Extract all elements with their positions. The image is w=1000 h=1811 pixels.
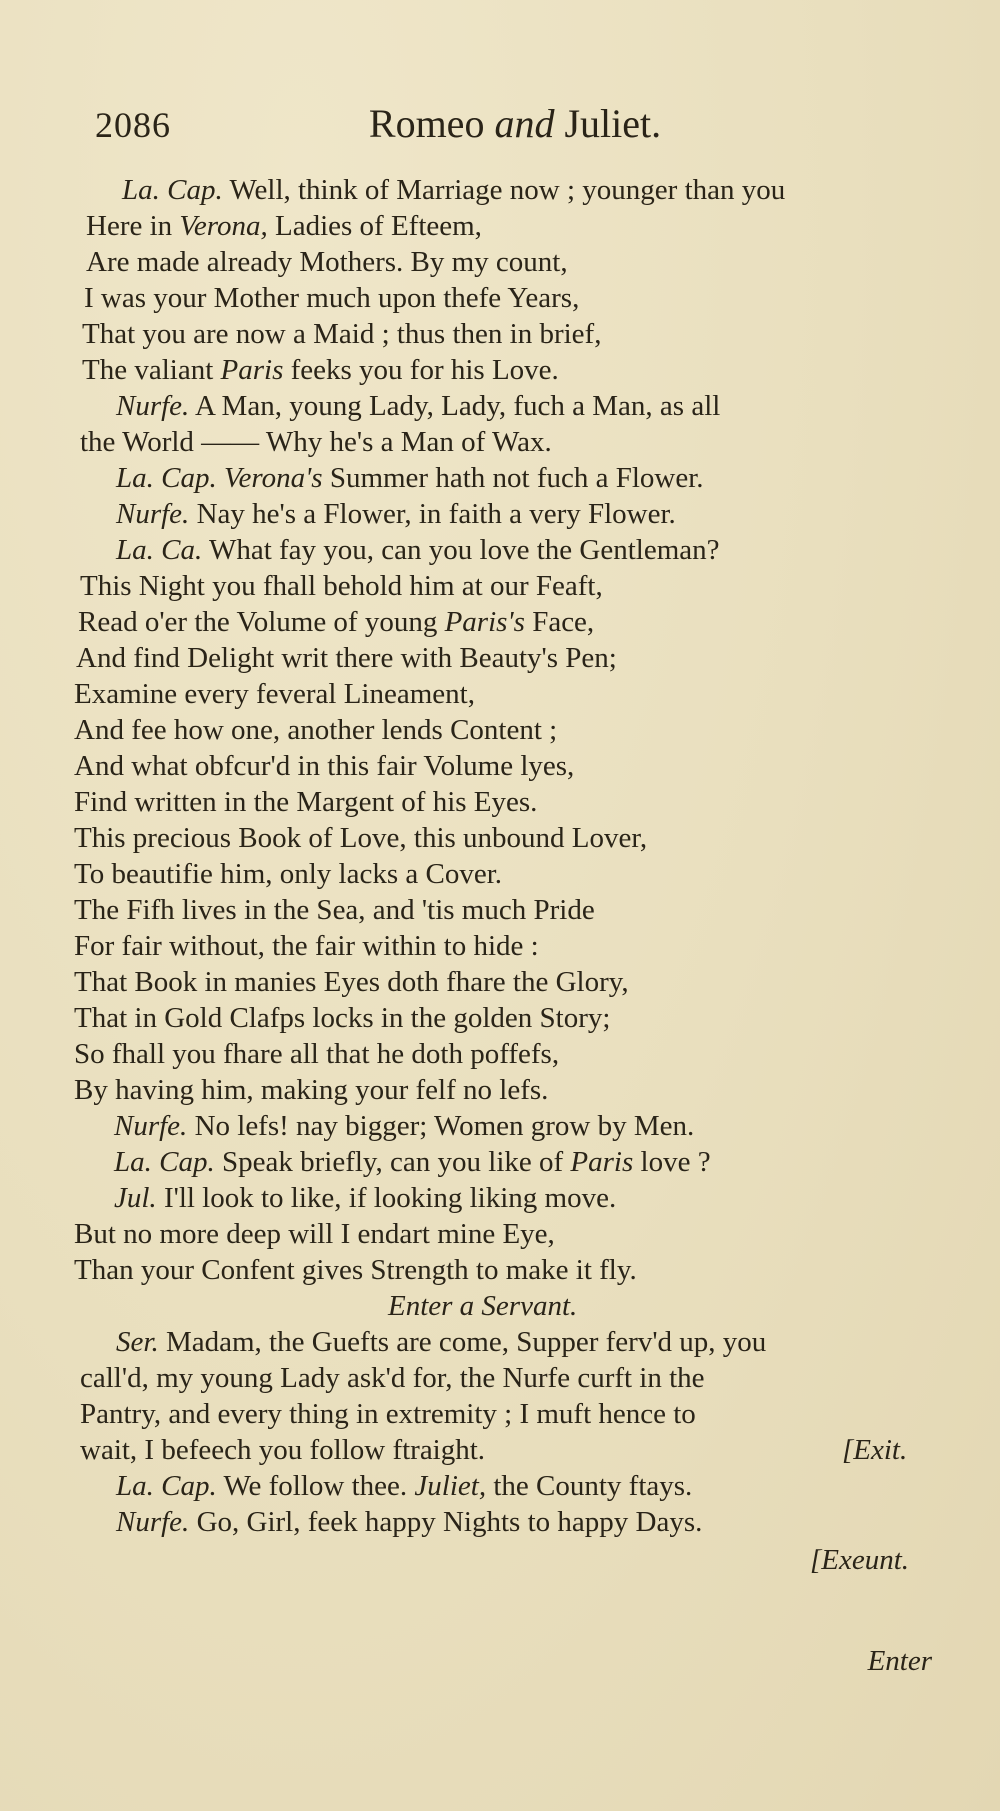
text-line: Are made already Mothers. By my count, [86, 246, 568, 278]
text-line: Than your Confent gives Strength to make it fly. [74, 1254, 637, 1286]
text-line: Jul. I'll look to like, if looking liking move. [114, 1182, 617, 1214]
speaker: Ser. [116, 1326, 159, 1358]
text-line: Pantry, and every thing in extremity ; I muft hence to [80, 1398, 696, 1430]
text-line: But no more deep will I endart mine Eye, [74, 1218, 555, 1250]
text-line: Ser. Madam, the Guefts are come, Supper ferv'd up, you [116, 1326, 767, 1358]
speaker: Nurfe. [116, 498, 190, 530]
speaker: Nurfe. [114, 1110, 188, 1142]
text-line: I was your Mother much upon thefe Years, [84, 282, 580, 314]
text-line: Nurfe. No lefs! nay bigger; Women grow by Men. [114, 1110, 695, 1142]
text-line: Read o'er the Volume of young Paris's Face, [78, 606, 595, 638]
text-line: The valiant Paris feeks you for his Love. [82, 354, 559, 386]
text-line: That you are now a Maid ; thus then in brief, [82, 318, 602, 350]
text-line: La. Cap. Well, think of Marriage now ; younger than you [122, 174, 786, 206]
text-line: That Book in manies Eyes doth fhare the Glory, [74, 966, 629, 998]
stage-direction: Enter a Servant. [388, 1290, 578, 1322]
text-line: And what obfcur'd in this fair Volume lyes, [74, 750, 575, 782]
text-line: La. Cap. Speak briefly, can you like of Paris love ? [114, 1146, 711, 1178]
stage-direction: [Exeunt. [810, 1544, 910, 1576]
page-header [95, 100, 935, 160]
text-line: And find Delight writ there with Beauty's Pen; [76, 642, 617, 674]
text-line: For fair without, the fair within to hide : [74, 930, 539, 962]
text-line: wait, I befeech you follow ftraight. [80, 1434, 486, 1466]
text-line: La. Ca. What fay you, can you love the Gentleman? [116, 534, 720, 566]
running-title [95, 100, 935, 147]
text-line: That in Gold Clafps locks in the golden Story; [74, 1002, 611, 1034]
title-romeo: Romeo [368, 101, 485, 146]
title-juliet: Juliet. [564, 101, 662, 146]
title-and: and [494, 101, 555, 146]
text-line: call'd, my young Lady ask'd for, the Nurfe curft in the [80, 1362, 705, 1394]
text-line: La. Cap. We follow thee. Juliet, the County ftays. [116, 1470, 693, 1502]
speaker: Nurfe. [116, 1506, 190, 1538]
speaker: La. Cap. [114, 1146, 215, 1178]
page-number: 2086 [95, 105, 171, 145]
catchword: Enter [867, 1645, 932, 1677]
text-line: Here in Verona, Ladies of Efteem, [86, 210, 482, 242]
speaker: La. Cap. [116, 1470, 217, 1502]
text-line: This precious Book of Love, this unbound Lover, [74, 822, 648, 854]
text-line: By having him, making your felf no lefs. [74, 1074, 549, 1106]
speaker: La. Cap. [116, 462, 217, 494]
speaker: La. Cap. [122, 174, 223, 206]
text-line: So fhall you fhare all that he doth poffefs, [74, 1038, 560, 1070]
text-line: Find written in the Margent of his Eyes. [74, 786, 538, 818]
text-line: the World —— Why he's a Man of Wax. [80, 426, 552, 458]
text-line: The Fifh lives in the Sea, and 'tis much Pride [74, 894, 595, 926]
stage-direction: [Exit. [842, 1434, 908, 1466]
text-line: Nurfe. Go, Girl, feek happy Nights to happy Days. [116, 1506, 703, 1538]
text-line: To beautifie him, only lacks a Cover. [74, 858, 503, 890]
speaker: Nurfe. [116, 390, 190, 422]
speaker: La. Ca. [116, 534, 203, 566]
text-line: Nurfe. Nay he's a Flower, in faith a very Flower. [116, 498, 676, 530]
text-line: Examine every feveral Lineament, [74, 678, 475, 710]
text-line: Nurfe. A Man, young Lady, Lady, fuch a Man, as all [116, 390, 721, 422]
text-line: And fee how one, another lends Content ; [74, 714, 558, 746]
speaker: Jul. [114, 1182, 157, 1214]
text-line: La. Cap. Verona's Summer hath not fuch a Flower. [116, 462, 704, 494]
text-line: This Night you fhall behold him at our Feaft, [80, 570, 603, 602]
